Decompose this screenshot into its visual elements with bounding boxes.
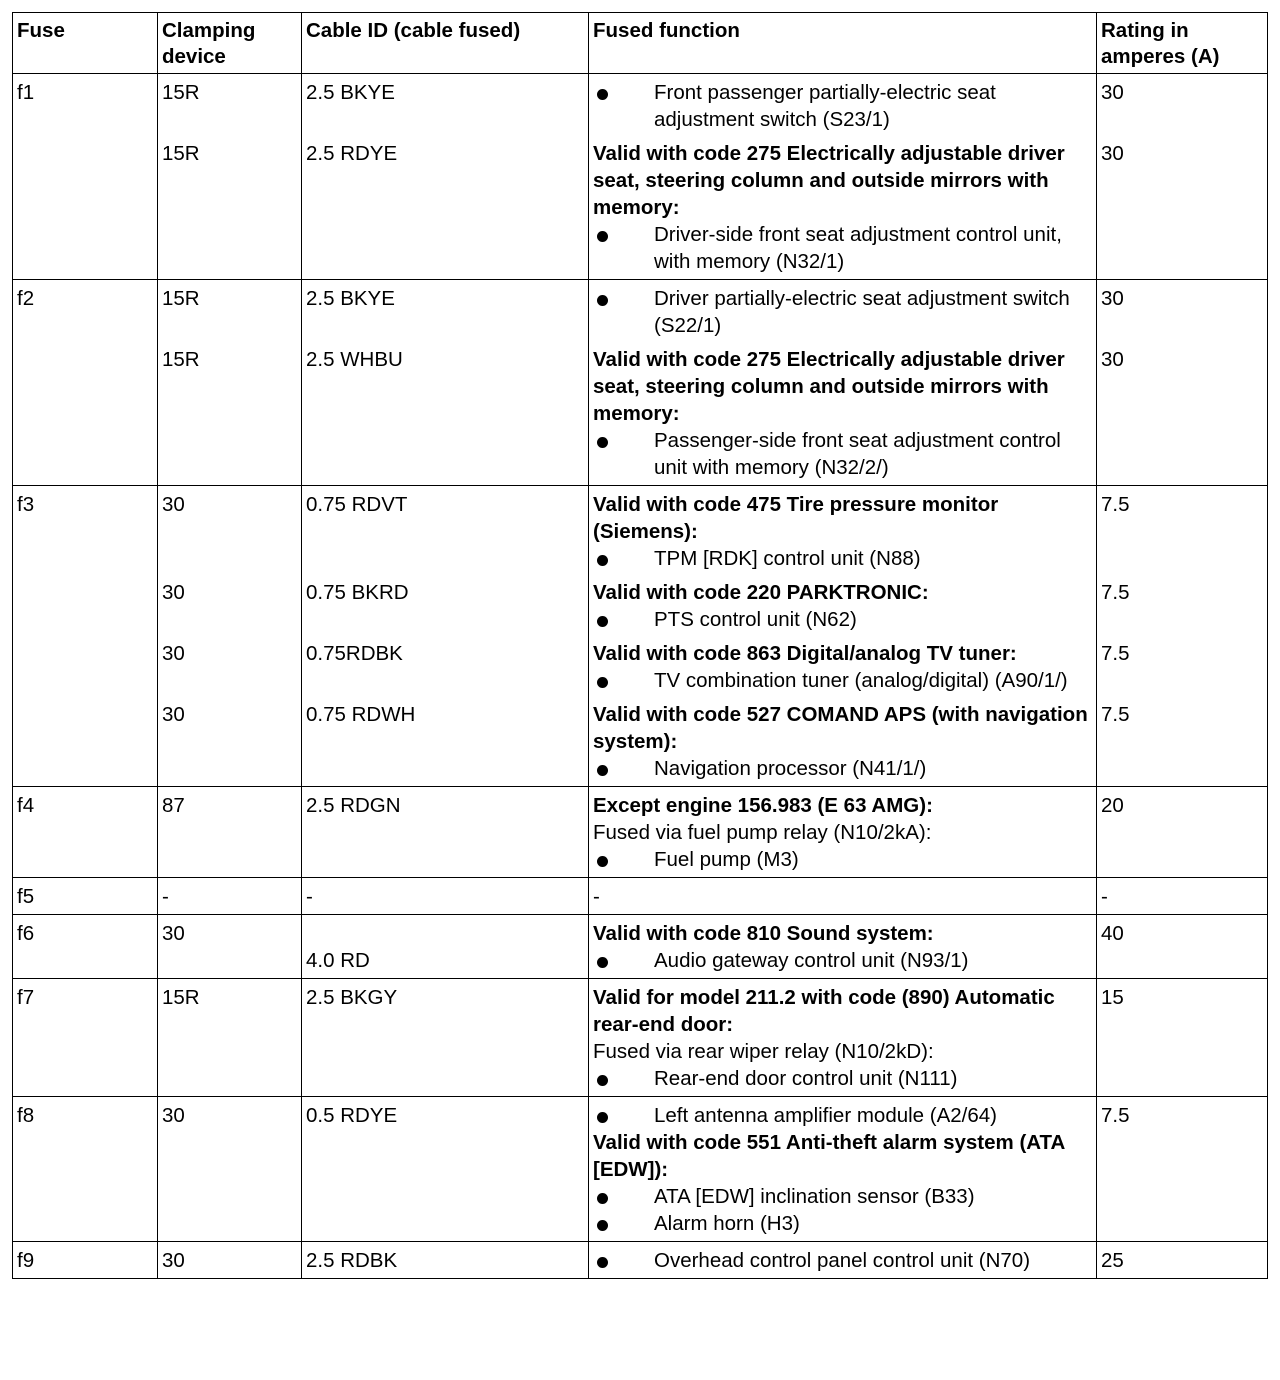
fuse-cell: f2 bbox=[13, 280, 158, 486]
fused-function-cell bbox=[589, 878, 1097, 915]
bullet-item: Front passenger partially-electric seat adjustment switch (S23/1) bbox=[593, 79, 1092, 133]
cable-id-line: 0.75RDBK bbox=[306, 642, 403, 665]
bullet-item: Fuel pump (M3) bbox=[593, 846, 1092, 873]
fused-function-cell bbox=[589, 979, 1097, 1097]
clamping-device-cell: 30 bbox=[158, 915, 302, 979]
cable-id-cell bbox=[302, 343, 589, 486]
fused-function-cell bbox=[589, 343, 1097, 486]
function-text: Fused via fuel pump relay (N10/2kA): bbox=[593, 821, 932, 844]
rating-cell: - bbox=[1097, 878, 1268, 915]
fused-function-cell bbox=[589, 280, 1097, 344]
rating-cell: 25 bbox=[1097, 1242, 1268, 1279]
table-row bbox=[13, 576, 1268, 637]
fuse-table bbox=[12, 12, 1268, 1279]
table-row bbox=[13, 280, 1268, 344]
bullet-item: TPM [RDK] control unit (N88) bbox=[593, 545, 1092, 572]
header-cable-id: Cable ID (cable fused) bbox=[302, 13, 589, 74]
cable-id-line: 2.5 RDYE bbox=[306, 142, 398, 165]
fuse-cell: f6 bbox=[13, 915, 158, 979]
validity-heading: Valid with code 527 COMAND APS (with navigation system): bbox=[593, 703, 1088, 753]
rating-cell: 30 bbox=[1097, 74, 1268, 138]
function-text: - bbox=[593, 885, 600, 908]
cable-id-line: 0.5 RDYE bbox=[306, 1104, 398, 1127]
validity-heading: Valid with code 551 Anti-theft alarm system (ATA [EDW]): bbox=[593, 1131, 1065, 1181]
clamping-device-cell: - bbox=[158, 878, 302, 915]
cable-id-line: 4.0 RD bbox=[306, 949, 370, 972]
bullet-item: Navigation processor (N41/1/) bbox=[593, 755, 1092, 782]
cable-id-cell bbox=[302, 698, 589, 787]
fuse-cell: f4 bbox=[13, 787, 158, 878]
cable-id-line bbox=[306, 920, 584, 947]
clamping-device-cell: 87 bbox=[158, 787, 302, 878]
table-row bbox=[13, 979, 1268, 1097]
rating-cell: 15 bbox=[1097, 979, 1268, 1097]
cable-id-cell bbox=[302, 787, 589, 878]
fused-function-cell bbox=[589, 637, 1097, 698]
header-fuse: Fuse bbox=[13, 13, 158, 74]
header-fused-function: Fused function bbox=[589, 13, 1097, 74]
cable-id-line: 2.5 RDBK bbox=[306, 1249, 398, 1272]
bullet-item: PTS control unit (N62) bbox=[593, 606, 1092, 633]
function-text: Fused via rear wiper relay (N10/2kD): bbox=[593, 1040, 934, 1063]
rating-cell: 20 bbox=[1097, 787, 1268, 878]
table-row bbox=[13, 137, 1268, 280]
validity-heading: Valid with code 863 Digital/analog TV tuner: bbox=[593, 642, 1017, 665]
cable-id-cell bbox=[302, 637, 589, 698]
clamping-device-cell: 30 bbox=[158, 1097, 302, 1242]
rating-cell: 7.5 bbox=[1097, 637, 1268, 698]
clamping-device-cell: 30 bbox=[158, 486, 302, 577]
cable-id-line: 0.75 RDVT bbox=[306, 493, 408, 516]
bullet-item: Left antenna amplifier module (A2/64) bbox=[593, 1102, 1092, 1129]
validity-heading: Valid for model 211.2 with code (890) Automatic rear-end door: bbox=[593, 986, 1055, 1036]
validity-heading: Except engine 156.983 (E 63 AMG): bbox=[593, 794, 933, 817]
cable-id-line: 2.5 WHBU bbox=[306, 348, 403, 371]
fuse-table-body bbox=[13, 74, 1268, 1279]
bullet-item: Driver partially-electric seat adjustment switch (S22/1) bbox=[593, 285, 1092, 339]
cable-id-cell bbox=[302, 1097, 589, 1242]
table-row bbox=[13, 637, 1268, 698]
fused-function-cell bbox=[589, 137, 1097, 280]
table-row bbox=[13, 486, 1268, 577]
rating-cell: 30 bbox=[1097, 343, 1268, 486]
cable-id-line: - bbox=[306, 885, 313, 908]
fused-function-cell bbox=[589, 1242, 1097, 1279]
table-row bbox=[13, 343, 1268, 486]
validity-heading: Valid with code 220 PARKTRONIC: bbox=[593, 581, 929, 604]
clamping-device-cell: 15R bbox=[158, 74, 302, 138]
cable-id-line: 2.5 RDGN bbox=[306, 794, 401, 817]
validity-heading: Valid with code 810 Sound system: bbox=[593, 922, 934, 945]
fused-function-cell bbox=[589, 787, 1097, 878]
cable-id-cell bbox=[302, 280, 589, 344]
clamping-device-cell: 15R bbox=[158, 979, 302, 1097]
fused-function-cell bbox=[589, 486, 1097, 577]
bullet-item: TV combination tuner (analog/digital) (A90/1/) bbox=[593, 667, 1092, 694]
bullet-item: Passenger-side front seat adjustment control unit with memory (N32/2/) bbox=[593, 427, 1092, 481]
cable-id-line: 0.75 RDWH bbox=[306, 703, 416, 726]
clamping-device-cell: 15R bbox=[158, 343, 302, 486]
header-clamping-device: Clamping device bbox=[158, 13, 302, 74]
fuse-cell: f5 bbox=[13, 878, 158, 915]
fused-function-cell bbox=[589, 1097, 1097, 1242]
cable-id-line: 2.5 BKYE bbox=[306, 81, 395, 104]
table-row bbox=[13, 698, 1268, 787]
table-row bbox=[13, 787, 1268, 878]
header-rating: Rating in amperes (A) bbox=[1097, 13, 1268, 74]
fuse-cell: f1 bbox=[13, 74, 158, 280]
clamping-device-cell: 30 bbox=[158, 698, 302, 787]
cable-id-cell bbox=[302, 1242, 589, 1279]
cable-id-cell bbox=[302, 74, 589, 138]
cable-id-cell bbox=[302, 878, 589, 915]
bullet-item: Alarm horn (H3) bbox=[593, 1210, 1092, 1237]
fuse-cell: f7 bbox=[13, 979, 158, 1097]
cable-id-cell bbox=[302, 576, 589, 637]
cable-id-cell bbox=[302, 915, 589, 979]
fused-function-cell bbox=[589, 576, 1097, 637]
rating-cell: 7.5 bbox=[1097, 1097, 1268, 1242]
validity-heading: Valid with code 275 Electrically adjustable driver seat, steering column and outside mirrors with memory: bbox=[593, 348, 1065, 425]
rating-cell: 7.5 bbox=[1097, 576, 1268, 637]
fused-function-cell bbox=[589, 698, 1097, 787]
bullet-item: ATA [EDW] inclination sensor (B33) bbox=[593, 1183, 1092, 1210]
fused-function-cell bbox=[589, 915, 1097, 979]
rating-cell: 7.5 bbox=[1097, 486, 1268, 577]
rating-cell: 30 bbox=[1097, 137, 1268, 280]
cable-id-cell bbox=[302, 979, 589, 1097]
clamping-device-cell: 30 bbox=[158, 1242, 302, 1279]
clamping-device-cell: 15R bbox=[158, 137, 302, 280]
rating-cell: 40 bbox=[1097, 915, 1268, 979]
cable-id-line: 2.5 BKYE bbox=[306, 287, 395, 310]
fuse-cell: f3 bbox=[13, 486, 158, 787]
rating-cell: 30 bbox=[1097, 280, 1268, 344]
bullet-item: Audio gateway control unit (N93/1) bbox=[593, 947, 1092, 974]
clamping-device-cell: 15R bbox=[158, 280, 302, 344]
clamping-device-cell: 30 bbox=[158, 637, 302, 698]
validity-heading: Valid with code 475 Tire pressure monitor (Siemens): bbox=[593, 493, 999, 543]
bullet-item: Rear-end door control unit (N111) bbox=[593, 1065, 1092, 1092]
table-row bbox=[13, 878, 1268, 915]
bullet-item: Overhead control panel control unit (N70) bbox=[593, 1247, 1092, 1274]
clamping-device-cell: 30 bbox=[158, 576, 302, 637]
cable-id-line: 2.5 BKGY bbox=[306, 986, 398, 1009]
fuse-cell: f9 bbox=[13, 1242, 158, 1279]
table-row bbox=[13, 74, 1268, 138]
validity-heading: Valid with code 275 Electrically adjustable driver seat, steering column and outside mirrors with memory: bbox=[593, 142, 1065, 219]
table-row bbox=[13, 1242, 1268, 1279]
table-row bbox=[13, 915, 1268, 979]
cable-id-cell bbox=[302, 137, 589, 280]
table-row bbox=[13, 1097, 1268, 1242]
header-row bbox=[13, 13, 1268, 74]
rating-cell: 7.5 bbox=[1097, 698, 1268, 787]
cable-id-line: 0.75 BKRD bbox=[306, 581, 409, 604]
fused-function-cell bbox=[589, 74, 1097, 138]
bullet-item: Driver-side front seat adjustment control unit, with memory (N32/1) bbox=[593, 221, 1092, 275]
cable-id-cell bbox=[302, 486, 589, 577]
fuse-cell: f8 bbox=[13, 1097, 158, 1242]
